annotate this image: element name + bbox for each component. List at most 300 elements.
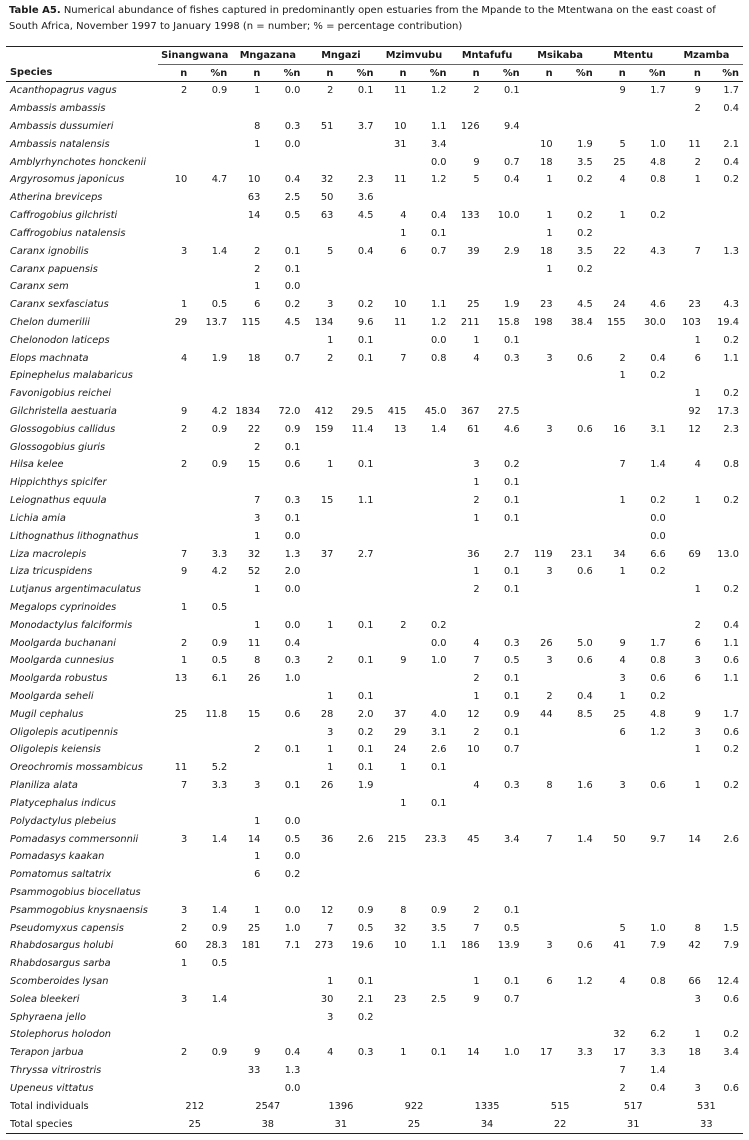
count-cell: 1 [400, 227, 407, 239]
percent-cell [555, 884, 597, 902]
count-cell: 44 [540, 708, 553, 720]
count-cell [524, 670, 555, 688]
percent-cell: 11.8 [205, 708, 228, 720]
species-name: Caranx sem [10, 281, 69, 293]
count-cell [304, 634, 335, 652]
percent-cell: 3.4 [504, 833, 520, 845]
count-cell [670, 260, 703, 278]
count-cell [670, 367, 703, 385]
percent-cell [555, 278, 597, 296]
percent-cell [703, 795, 743, 813]
table-row [6, 848, 743, 866]
table-row [6, 973, 743, 991]
count-cell: 1 [180, 958, 188, 970]
species-name: Moolgarda buchanani [10, 637, 116, 649]
total-value: 34 [451, 1115, 524, 1133]
count-cell: 29 [174, 316, 188, 328]
percent-cell: 0.6 [577, 423, 593, 435]
site-header-mzimvubu: Mzimvubu [377, 47, 450, 65]
percent-cell: 13.0 [717, 548, 739, 560]
count-cell [377, 581, 408, 599]
percent-cell: 0.1 [430, 797, 447, 809]
count-cell: 9 [473, 156, 480, 168]
count-cell [451, 1026, 482, 1044]
count-cell [377, 812, 408, 830]
species-name: Pseudomyxus capensis [10, 922, 124, 934]
count-cell: 12 [320, 904, 334, 916]
percent-cell: 0.1 [504, 673, 520, 685]
species-name: Lutjanus argentimaculatus [10, 584, 141, 596]
percent-cell: 1.7 [650, 85, 666, 97]
table-row [6, 581, 743, 599]
count-cell: 6 [694, 352, 701, 364]
count-cell [231, 100, 262, 118]
percent-cell [628, 100, 670, 118]
count-cell [377, 884, 408, 902]
percent-cell [335, 100, 377, 118]
percent-cell [628, 795, 670, 813]
percent-cell [262, 759, 304, 777]
percent-cell [482, 385, 524, 403]
count-cell [304, 884, 335, 902]
table-body [6, 82, 743, 1134]
count-cell [158, 884, 189, 902]
count-cell: 3 [473, 459, 480, 471]
percent-cell: 1.6 [577, 780, 593, 792]
species-name: Hilsa kelee [10, 459, 64, 471]
percent-cell [628, 260, 670, 278]
table-row [6, 1062, 743, 1080]
percent-cell: 9.6 [357, 316, 374, 328]
percent-cell [555, 1008, 597, 1026]
species-name: Ambassis ambassis [10, 103, 106, 115]
count-cell [304, 438, 335, 456]
percent-cell: 4.5 [577, 299, 593, 311]
species-name: Liza macrolepis [10, 548, 87, 560]
count-cell [451, 385, 482, 403]
count-cell: 2 [180, 922, 188, 934]
count-cell: 11 [394, 316, 407, 328]
count-cell: 3 [546, 352, 553, 364]
percent-cell [408, 527, 450, 545]
percent-column-header: %n [555, 65, 597, 82]
count-cell: 28 [320, 708, 334, 720]
percent-cell [555, 82, 597, 100]
count-cell: 133 [460, 210, 480, 222]
percent-cell: 0.5 [284, 833, 301, 845]
percent-cell: 0.0 [430, 637, 447, 649]
site-header-mtentu: Mtentu [597, 47, 670, 65]
count-cell: 12 [688, 423, 701, 435]
count-cell [304, 795, 335, 813]
percent-cell: 0.1 [504, 904, 520, 916]
count-cell: 7 [180, 780, 188, 792]
count-cell: 32 [320, 174, 334, 186]
table-row [6, 225, 743, 243]
count-cell: 11 [174, 762, 188, 774]
percent-cell: 0.4 [357, 245, 374, 257]
count-cell: 7 [694, 245, 701, 257]
count-cell [377, 474, 408, 492]
count-cell [304, 1026, 335, 1044]
species-name: Caffrogobius natalensis [10, 227, 126, 239]
count-cell: 1 [619, 691, 626, 703]
count-cell: 3 [619, 780, 626, 792]
percent-cell: 3.4 [430, 138, 447, 150]
percent-cell [189, 973, 231, 991]
percent-cell [189, 1080, 231, 1098]
count-cell [597, 118, 628, 136]
totals-label: Total species [6, 1115, 158, 1133]
count-cell [451, 189, 482, 207]
count-cell: 10 [467, 744, 480, 756]
species-name: Upeneus vittatus [10, 1082, 94, 1094]
count-cell: 412 [314, 406, 334, 418]
count-cell: 11 [688, 138, 701, 150]
count-cell [670, 278, 703, 296]
count-cell: 24 [394, 744, 407, 756]
percent-cell: 3.5 [577, 156, 593, 168]
percent-cell: 7.9 [723, 940, 739, 952]
count-cell [670, 438, 703, 456]
count-cell: 33 [247, 1065, 261, 1077]
percent-cell [555, 385, 597, 403]
species-name: Rhabdosargus holubi [10, 940, 114, 952]
count-cell [451, 1062, 482, 1080]
table-row [6, 741, 743, 759]
count-cell: 119 [533, 548, 553, 560]
percent-cell: 0.6 [284, 708, 301, 720]
species-name: Sphyraena jello [10, 1011, 87, 1023]
percent-cell: 0.3 [284, 655, 301, 667]
percent-cell: 2.5 [284, 192, 301, 204]
species-name: Megalops cyprinoides [10, 601, 117, 613]
percent-cell: 2.0 [357, 708, 374, 720]
count-cell: 26 [320, 780, 334, 792]
table-row [6, 420, 743, 438]
percent-cell: 0.0 [284, 530, 301, 542]
count-cell [377, 1026, 408, 1044]
count-cell [158, 616, 189, 634]
count-cell: 1 [694, 334, 701, 346]
count-cell [524, 100, 555, 118]
species-name: Caranx papuensis [10, 263, 98, 275]
table-row [6, 884, 743, 902]
percent-cell [335, 527, 377, 545]
species-name: Caranx ignobilis [10, 245, 89, 257]
percent-cell: 3.1 [650, 423, 666, 435]
count-cell: 66 [688, 976, 701, 988]
count-cell: 9 [180, 406, 188, 418]
total-value: 33 [670, 1115, 743, 1133]
count-cell [524, 385, 555, 403]
table-row [6, 403, 743, 421]
percent-cell: 30.0 [643, 316, 666, 328]
count-cell [670, 759, 703, 777]
percent-cell: 0.3 [504, 352, 520, 364]
count-cell [231, 1080, 262, 1098]
count-cell: 14 [247, 210, 261, 222]
species-name: Scomberoides lysan [10, 976, 109, 988]
count-cell [158, 688, 189, 706]
count-cell [304, 866, 335, 884]
count-cell: 1 [327, 459, 334, 471]
count-cell: 4 [619, 976, 626, 988]
table-row [6, 296, 743, 314]
count-cell: 2 [694, 619, 701, 631]
count-cell [451, 812, 482, 830]
percent-cell [335, 225, 377, 243]
count-cell: 45 [467, 833, 480, 845]
percent-cell: 2.5 [430, 993, 447, 1005]
percent-cell [408, 581, 450, 599]
percent-cell [555, 990, 597, 1008]
count-cell: 7 [254, 495, 261, 507]
count-cell [377, 545, 408, 563]
count-cell [451, 260, 482, 278]
percent-cell [408, 955, 450, 973]
count-cell [377, 634, 408, 652]
percent-cell [482, 1062, 524, 1080]
percent-cell [703, 1062, 743, 1080]
count-cell [597, 331, 628, 349]
count-cell: 14 [247, 833, 261, 845]
percent-cell: 6.6 [650, 548, 666, 560]
total-value: 25 [377, 1115, 450, 1133]
table-row [6, 937, 743, 955]
species-name: Glossogobius callidus [10, 423, 116, 435]
percent-cell: 7.9 [650, 940, 666, 952]
percent-cell: 0.4 [577, 691, 593, 703]
count-cell: 1 [694, 780, 701, 792]
percent-cell [189, 812, 231, 830]
count-cell: 1 [473, 976, 480, 988]
count-cell [158, 581, 189, 599]
percent-cell: 4.0 [430, 708, 447, 720]
table-row [6, 510, 743, 528]
table-row [6, 990, 743, 1008]
count-cell: 60 [174, 940, 188, 952]
percent-cell [555, 456, 597, 474]
percent-cell: 12.4 [717, 976, 739, 988]
percent-cell [262, 331, 304, 349]
n-column-header: n [524, 65, 555, 82]
count-cell: 3 [694, 993, 701, 1005]
count-cell [231, 474, 262, 492]
count-cell [304, 260, 335, 278]
count-cell: 25 [174, 708, 188, 720]
percent-cell [482, 1080, 524, 1098]
count-cell: 3 [327, 299, 334, 311]
percent-cell [408, 474, 450, 492]
n-column-header: n [670, 65, 703, 82]
percent-cell: 5.2 [211, 762, 228, 774]
count-cell: 29 [394, 726, 407, 738]
count-cell [524, 510, 555, 528]
count-cell [231, 795, 262, 813]
count-cell: 10 [394, 299, 407, 311]
percent-cell: 0.2 [504, 459, 520, 471]
percent-cell: 1.4 [211, 993, 228, 1005]
count-cell [670, 848, 703, 866]
percent-cell [482, 527, 524, 545]
percent-cell: 1.1 [723, 352, 739, 364]
percent-cell: 0.1 [357, 459, 374, 471]
percent-cell [189, 153, 231, 171]
percent-cell [482, 225, 524, 243]
count-cell [304, 599, 335, 617]
count-cell [597, 884, 628, 902]
count-cell: 5 [619, 922, 626, 934]
percent-cell: 1.3 [723, 245, 739, 257]
percent-cell: 9.7 [650, 833, 666, 845]
count-cell: 25 [467, 299, 480, 311]
percent-cell [408, 599, 450, 617]
count-cell [158, 723, 189, 741]
percent-cell [262, 990, 304, 1008]
percent-cell [703, 884, 743, 902]
percent-cell [189, 1062, 231, 1080]
percent-cell: 1.0 [284, 922, 301, 934]
count-cell [158, 189, 189, 207]
column-header-row [6, 65, 743, 82]
percent-cell [555, 812, 597, 830]
count-cell: 4 [619, 174, 626, 186]
count-cell [597, 527, 628, 545]
percent-cell [262, 955, 304, 973]
percent-cell: 1.1 [723, 673, 739, 685]
percent-cell: 0.7 [504, 156, 520, 168]
count-cell [231, 990, 262, 1008]
count-cell: 3 [546, 940, 553, 952]
count-cell [597, 795, 628, 813]
count-cell: 7 [619, 459, 626, 471]
percent-cell [408, 456, 450, 474]
table-row [6, 812, 743, 830]
count-cell: 7 [473, 922, 480, 934]
percent-cell: 0.1 [357, 85, 374, 97]
percent-cell: 0.9 [211, 85, 228, 97]
count-cell: 2 [473, 726, 480, 738]
count-cell [304, 848, 335, 866]
percent-cell [335, 135, 377, 153]
percent-cell [189, 367, 231, 385]
percent-cell [262, 973, 304, 991]
count-cell: 25 [613, 708, 626, 720]
count-cell: 16 [613, 423, 626, 435]
count-cell: 9 [619, 637, 626, 649]
count-cell: 2 [254, 744, 261, 756]
species-name: Caffrogobius gilchristi [10, 210, 118, 222]
count-cell: 215 [387, 833, 407, 845]
percent-column-header: %n [408, 65, 450, 82]
count-cell: 2 [327, 655, 334, 667]
species-name: Solea bleekeri [10, 993, 80, 1005]
count-cell [158, 278, 189, 296]
count-cell: 25 [247, 922, 261, 934]
count-cell: 1 [473, 477, 480, 489]
percent-cell: 0.5 [504, 922, 520, 934]
percent-cell: 0.5 [504, 655, 520, 667]
percent-cell: 0.4 [504, 174, 520, 186]
count-cell: 92 [688, 406, 701, 418]
percent-cell [628, 866, 670, 884]
count-cell: 1 [619, 495, 626, 507]
percent-cell [408, 866, 450, 884]
percent-cell: 0.1 [430, 227, 447, 239]
count-cell [524, 403, 555, 421]
percent-cell: 3.5 [430, 922, 447, 934]
count-cell [597, 848, 628, 866]
percent-cell: 5.0 [577, 637, 593, 649]
species-name: Oligolepis keiensis [10, 744, 101, 756]
percent-cell: 0.7 [504, 993, 520, 1005]
percent-cell: 0.1 [504, 334, 520, 346]
percent-cell [335, 153, 377, 171]
percent-cell: 0.1 [284, 263, 301, 275]
count-cell: 30 [320, 993, 334, 1005]
species-name: Favonigobius reichei [10, 388, 112, 400]
count-cell [670, 812, 703, 830]
count-cell [377, 848, 408, 866]
percent-cell [703, 866, 743, 884]
percent-cell [555, 599, 597, 617]
count-cell: 3 [327, 1011, 334, 1023]
count-cell [231, 331, 262, 349]
percent-cell [408, 510, 450, 528]
percent-cell: 0.0 [650, 530, 666, 542]
percent-cell: 29.5 [351, 406, 374, 418]
count-cell [377, 367, 408, 385]
percent-cell [189, 278, 231, 296]
count-cell: 7 [546, 833, 553, 845]
table-row [6, 830, 743, 848]
count-cell [304, 563, 335, 581]
percent-cell: 9.4 [504, 121, 520, 133]
count-cell [158, 1008, 189, 1026]
count-cell [597, 260, 628, 278]
percent-cell [189, 135, 231, 153]
table-row [6, 759, 743, 777]
percent-cell: 0.1 [284, 245, 301, 257]
percent-cell: 0.9 [284, 423, 301, 435]
percent-cell: 0.2 [357, 726, 374, 738]
species-name: Argyrosomus japonicus [10, 174, 125, 186]
percent-cell: 0.4 [723, 103, 739, 115]
percent-cell: 3.3 [211, 548, 228, 560]
count-cell: 7 [180, 548, 188, 560]
count-cell [524, 884, 555, 902]
percent-cell [335, 1026, 377, 1044]
count-cell: 1 [180, 299, 188, 311]
count-cell: 2 [546, 691, 553, 703]
count-cell: 5 [619, 138, 626, 150]
percent-cell: 0.4 [723, 156, 739, 168]
percent-cell [335, 599, 377, 617]
percent-cell: 0.1 [504, 566, 520, 578]
count-cell: 6 [254, 869, 261, 881]
table-row [6, 100, 743, 118]
count-cell: 4 [619, 655, 626, 667]
percent-cell: 0.1 [504, 85, 520, 97]
percent-column-header: %n [703, 65, 743, 82]
count-cell [158, 848, 189, 866]
count-cell [377, 563, 408, 581]
count-cell: 50 [613, 833, 626, 845]
count-cell [231, 884, 262, 902]
percent-cell: 0.3 [284, 121, 301, 133]
count-cell [524, 438, 555, 456]
